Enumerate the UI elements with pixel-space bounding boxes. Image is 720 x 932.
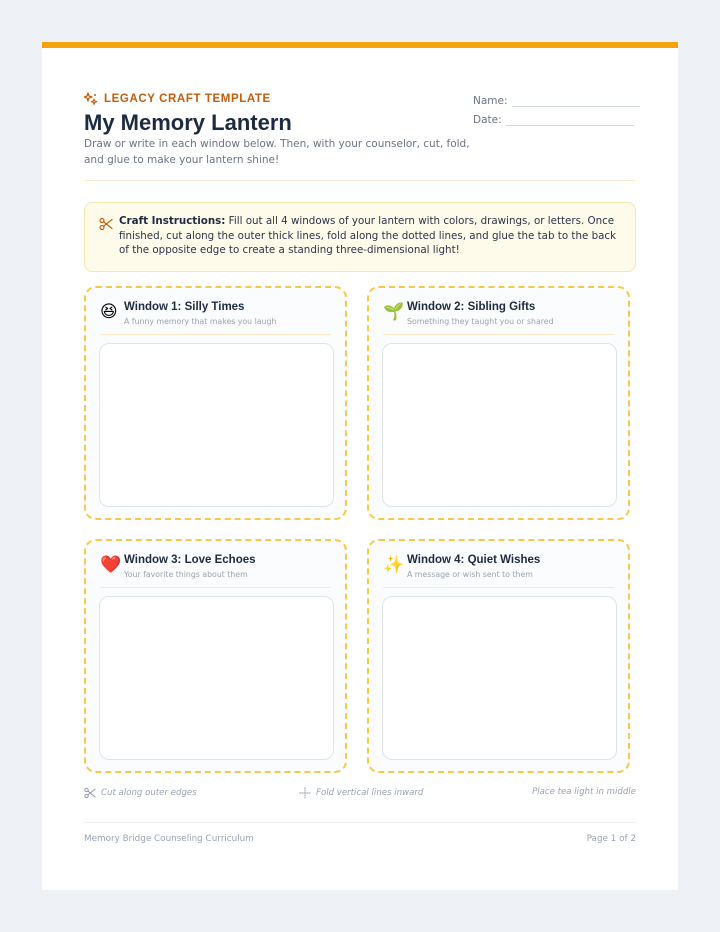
laughing-face-icon: 😆 <box>100 302 118 322</box>
kicker-label: LEGACY CRAFT TEMPLATE <box>104 93 271 105</box>
window-divider <box>383 587 614 588</box>
cut-hint-text: Cut along outer edges <box>101 788 197 798</box>
window-title: Window 4: Quiet Wishes <box>407 554 541 566</box>
lantern-window-2 <box>367 286 630 520</box>
date-label: Date: <box>473 114 502 126</box>
sparkles-icon: ✨ <box>383 555 405 575</box>
name-field[interactable] <box>473 92 640 107</box>
footer-divider <box>84 822 636 823</box>
name-input-line[interactable] <box>512 92 640 107</box>
window-title: Window 1: Silly Times <box>124 301 245 313</box>
footer-left: Memory Bridge Counseling Curriculum <box>84 834 254 844</box>
worksheet-page <box>42 42 678 890</box>
drawing-area[interactable] <box>99 596 334 760</box>
window-divider <box>100 334 331 335</box>
instructions-text <box>119 214 619 258</box>
window-title: Window 3: Love Echoes <box>124 554 256 566</box>
drawing-area[interactable] <box>382 596 617 760</box>
fold-icon <box>299 787 311 799</box>
window-subtitle: Your favorite things about them <box>124 570 248 579</box>
scissors-icon <box>84 787 96 799</box>
fold-hint <box>299 787 423 799</box>
drawing-area[interactable] <box>99 343 334 507</box>
window-subtitle: Something they taught you or shared <box>407 317 554 326</box>
name-label: Name: <box>473 95 508 107</box>
window-divider <box>100 587 331 588</box>
lantern-window-4 <box>367 539 630 773</box>
template-kicker <box>84 92 271 106</box>
lantern-window-3 <box>84 539 347 773</box>
lantern-window-1 <box>84 286 347 520</box>
seedling-icon: 🌱 <box>383 302 405 322</box>
window-title: Window 2: Sibling Gifts <box>407 301 536 313</box>
window-divider <box>383 334 614 335</box>
heart-icon: ❤️ <box>100 555 122 575</box>
cut-hint <box>84 787 197 799</box>
page-subtitle: Draw or write in each window below. Then, with your counselor, cut, fold, and glue to make your lantern shine! <box>84 138 470 166</box>
window-subtitle: A message or wish sent to them <box>407 570 533 579</box>
instructions-label: Craft Instructions: <box>119 215 226 227</box>
scissors-icon <box>99 217 113 231</box>
window-subtitle: A funny memory that makes you laugh <box>124 317 277 326</box>
fold-hint-text: Fold vertical lines inward <box>316 788 424 798</box>
page-title: My Memory Lantern <box>84 110 292 135</box>
date-input-line[interactable] <box>506 111 634 126</box>
instructions-body: Fill out all 4 windows of your lantern with colors, drawings, or letters. Once finished, cut along the outer thick lines, fold along the dotted lines, and glue the tab to the back of the opposite edge to create a standing three-dimensional light! <box>119 215 617 256</box>
page-number: Page 1 of 2 <box>586 834 636 844</box>
light-hint <box>532 787 636 797</box>
date-field[interactable] <box>473 111 634 126</box>
drawing-area[interactable] <box>382 343 617 507</box>
light-hint-text: Place tea light in middle <box>532 787 636 797</box>
instructions-callout <box>84 202 636 272</box>
accent-top-bar <box>42 42 678 48</box>
sparkle-craft-icon <box>84 92 98 106</box>
header-divider <box>84 180 636 181</box>
